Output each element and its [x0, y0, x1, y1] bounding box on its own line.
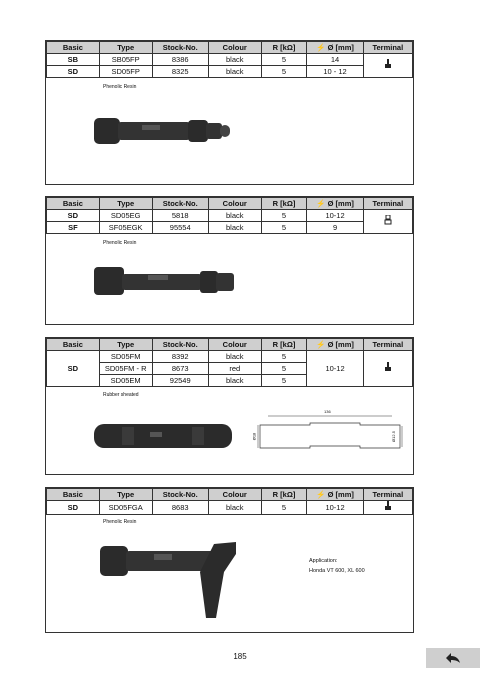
header-diameter	[307, 339, 363, 351]
material-note-2: Phenolic Resin	[103, 240, 137, 246]
table-row	[47, 351, 413, 363]
cell-resistance: 5	[261, 375, 307, 387]
header-terminal: Terminal	[363, 42, 412, 54]
drawing-length-label: 136	[324, 409, 331, 414]
material-note-4: Phenolic Resin	[103, 519, 137, 525]
header-terminal: Terminal	[363, 339, 412, 351]
cell-type: SD05FP	[99, 66, 152, 78]
cell-colour: black	[208, 210, 261, 222]
cell-basic: SB	[47, 54, 100, 66]
header-stock: Stock-No.	[152, 42, 208, 54]
cell-type: SD05EG	[99, 210, 152, 222]
header-diameter	[307, 489, 363, 501]
cell-stock: 95554	[152, 222, 208, 234]
drawing-diameter-left-label: Ø18	[251, 432, 257, 441]
spec-table-3	[46, 338, 413, 387]
cell-colour: black	[208, 351, 261, 363]
cell-colour: black	[208, 66, 261, 78]
header-type: Type	[99, 198, 152, 210]
cell-stock: 8392	[152, 351, 208, 363]
cell-basic: SD	[47, 66, 100, 78]
header-diameter-label: Ø [mm]	[327, 43, 354, 52]
screw-terminal-icon	[384, 501, 392, 511]
table-row	[47, 66, 413, 78]
cell-terminal	[363, 54, 412, 78]
header-basic: Basic	[47, 339, 100, 351]
cell-basic: SD	[47, 351, 100, 387]
material-note-1: Phenolic Resin	[103, 84, 137, 90]
cell-type: SB05FP	[99, 54, 152, 66]
cell-stock: 8673	[152, 363, 208, 375]
cell-stock: 8683	[152, 501, 208, 515]
spec-table-1	[46, 41, 413, 78]
cell-resistance: 5	[261, 222, 307, 234]
application-text: Honda VT 600, XL 600	[309, 568, 365, 574]
back-arrow-icon	[445, 652, 461, 664]
header-resistance: R [kΩ]	[261, 339, 307, 351]
spark-plug-icon: ⚡	[316, 43, 326, 52]
cell-basic: SD	[47, 210, 100, 222]
spec-table-4	[46, 488, 413, 515]
cell-diameter: 10 - 12	[307, 66, 363, 78]
page-number: 185	[233, 652, 247, 661]
header-basic: Basic	[47, 198, 100, 210]
header-resistance: R [kΩ]	[261, 198, 307, 210]
screw-terminal-icon	[384, 362, 392, 372]
table-row	[47, 210, 413, 222]
header-type: Type	[99, 339, 152, 351]
cell-terminal	[363, 210, 412, 234]
table-row	[47, 222, 413, 234]
header-diameter-label: Ø [mm]	[327, 340, 354, 349]
spark-plug-cap-image-3	[92, 421, 237, 451]
header-colour: Colour	[208, 198, 261, 210]
cell-colour: red	[208, 363, 261, 375]
cell-terminal	[363, 501, 412, 515]
technical-drawing-lines	[250, 408, 410, 458]
header-colour: Colour	[208, 489, 261, 501]
cell-resistance: 5	[261, 66, 307, 78]
cell-diameter: 10-12	[307, 351, 363, 387]
application-info	[309, 556, 365, 576]
header-stock: Stock-No.	[152, 339, 208, 351]
header-diameter-label: Ø [mm]	[327, 490, 354, 499]
spark-plug-cap-image-2	[92, 263, 242, 301]
cell-diameter: 10-12	[307, 501, 363, 515]
cell-diameter: 14	[307, 54, 363, 66]
cell-type: SD05FM	[99, 351, 152, 363]
header-colour: Colour	[208, 339, 261, 351]
spark-plug-cap-image-4	[96, 540, 266, 622]
cell-diameter: 10-12	[307, 210, 363, 222]
cell-colour: black	[208, 54, 261, 66]
header-terminal: Terminal	[363, 198, 412, 210]
cell-terminal	[363, 351, 412, 387]
application-title: Application:	[309, 558, 338, 564]
header-type: Type	[99, 489, 152, 501]
cell-type: SD05FGA	[99, 501, 152, 515]
technical-drawing	[250, 408, 410, 458]
cell-colour: black	[208, 222, 261, 234]
cell-type: SD05FM - R	[99, 363, 152, 375]
header-colour: Colour	[208, 42, 261, 54]
cell-stock: 92549	[152, 375, 208, 387]
cell-stock: 8325	[152, 66, 208, 78]
spark-plug-icon: ⚡	[316, 199, 326, 208]
header-stock: Stock-No.	[152, 489, 208, 501]
spark-plug-icon: ⚡	[316, 490, 326, 499]
table-row	[47, 54, 413, 66]
cell-stock: 5818	[152, 210, 208, 222]
header-diameter	[307, 198, 363, 210]
cell-basic: SF	[47, 222, 100, 234]
header-type: Type	[99, 42, 152, 54]
spec-table-2	[46, 197, 413, 234]
header-stock: Stock-No.	[152, 198, 208, 210]
spark-plug-icon: ⚡	[316, 340, 326, 349]
header-terminal: Terminal	[363, 489, 412, 501]
cell-resistance: 5	[261, 210, 307, 222]
header-resistance: R [kΩ]	[261, 489, 307, 501]
back-button[interactable]	[426, 648, 480, 668]
drawing-diameter-right-label: Ø12.5	[390, 431, 396, 442]
cell-resistance: 5	[261, 351, 307, 363]
cell-resistance: 5	[261, 54, 307, 66]
header-resistance: R [kΩ]	[261, 42, 307, 54]
cell-resistance: 5	[261, 363, 307, 375]
cell-colour: black	[208, 501, 261, 515]
header-basic: Basic	[47, 42, 100, 54]
cell-basic: SD	[47, 501, 100, 515]
table-row	[47, 501, 413, 515]
clip-terminal-icon	[384, 215, 392, 225]
cell-diameter: 9	[307, 222, 363, 234]
header-diameter	[307, 42, 363, 54]
cell-resistance: 5	[261, 501, 307, 515]
cell-type: SF05EGK	[99, 222, 152, 234]
screw-terminal-icon	[384, 59, 392, 69]
cell-colour: black	[208, 375, 261, 387]
cell-type: SD05EM	[99, 375, 152, 387]
header-basic: Basic	[47, 489, 100, 501]
spark-plug-cap-image-1	[92, 112, 237, 150]
material-note-3: Rubber sheated	[103, 392, 139, 398]
header-diameter-label: Ø [mm]	[327, 199, 354, 208]
product-panel-2	[45, 196, 414, 325]
cell-stock: 8386	[152, 54, 208, 66]
